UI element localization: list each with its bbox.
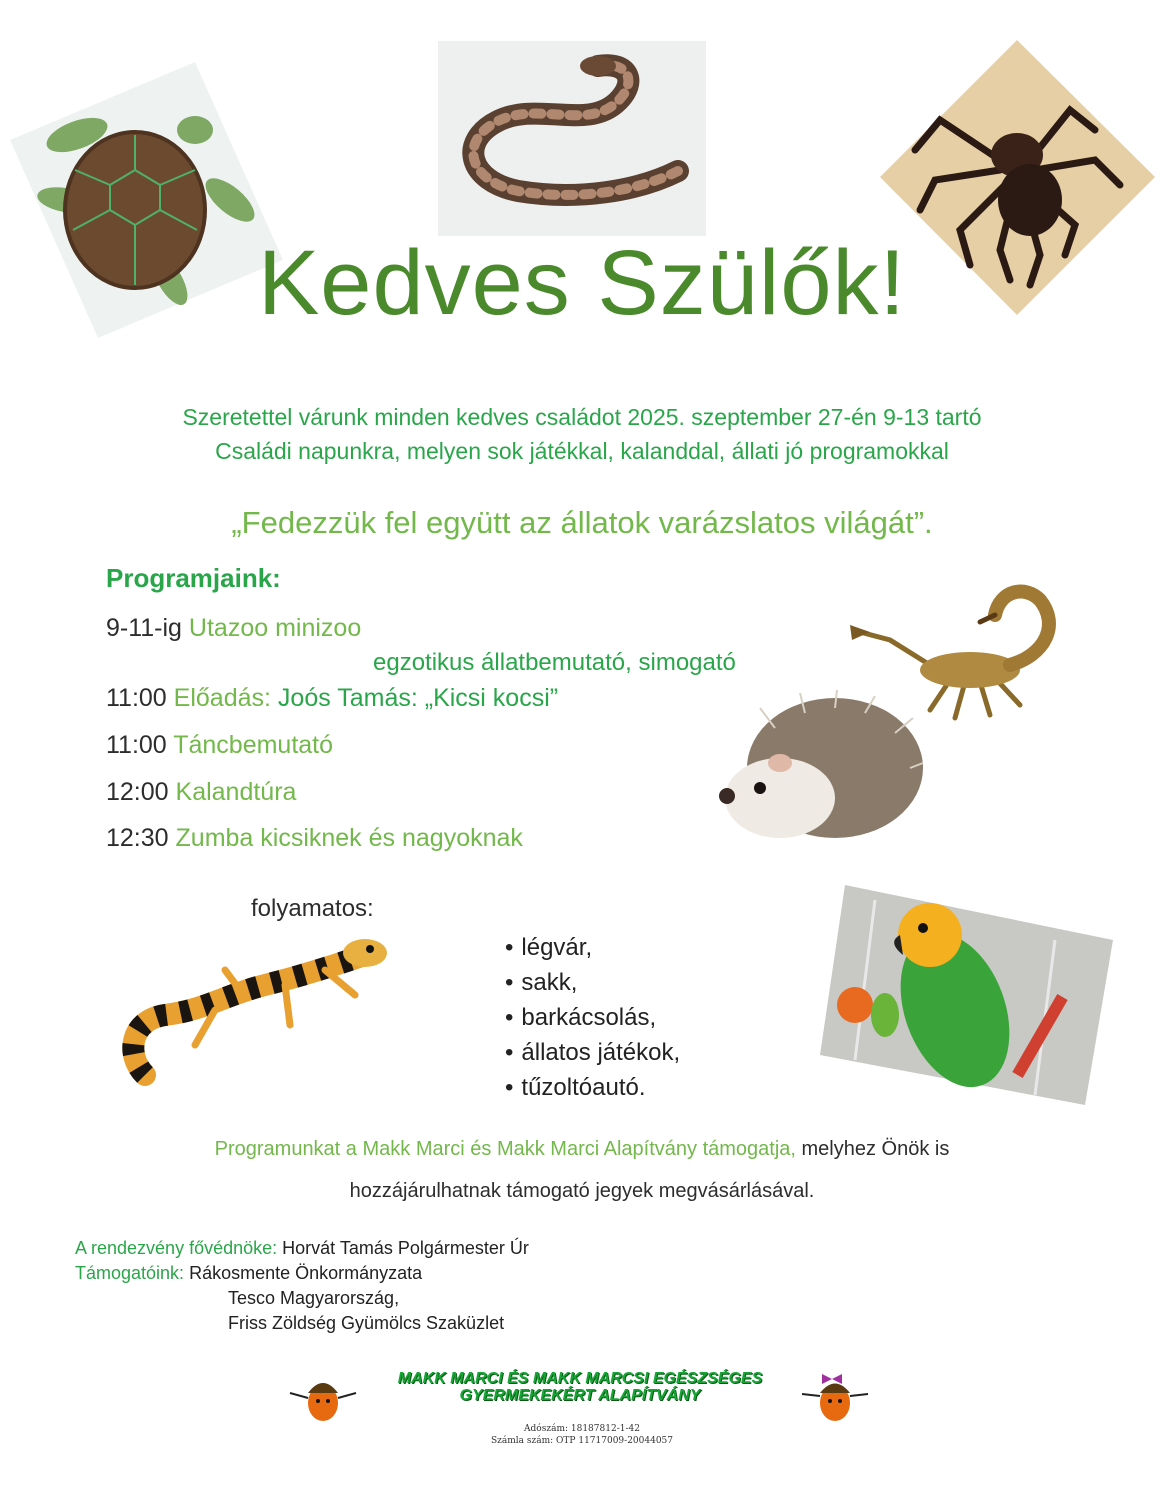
hedgehog-image: [715, 688, 925, 848]
parrot-image: [815, 880, 1115, 1110]
program-desc: Előadás:: [173, 684, 271, 712]
support-line-2: hozzájárulhatnak támogató jegyek megvásárlásával.: [349, 1180, 815, 1202]
support-line-1: [0, 1138, 1164, 1161]
list-item: • légvár,: [505, 930, 680, 965]
program-time: 11:00: [106, 684, 167, 712]
program-time: 9-11-ig: [106, 614, 182, 642]
program-item: [106, 683, 558, 713]
sponsor-item: Rákosmente Önkormányzata: [189, 1263, 423, 1283]
program-item: [106, 730, 333, 760]
support-part-2: melyhez Önök is: [801, 1138, 950, 1160]
patron-line: [75, 1236, 529, 1261]
ongoing-list: [505, 930, 680, 1105]
program-item: [106, 613, 361, 643]
program-time: 12:00: [106, 778, 169, 806]
intro-line-2: Családi napunkra, melyen sok játékkal, kalanddal, állati jó programokkal: [215, 438, 949, 464]
tax-number: Adószám: 18187812-1-42: [524, 1424, 640, 1434]
program-desc: Zumba kicsiknek és nagyoknak: [175, 824, 523, 852]
intro-line-1: Szeretettel várunk minden kedves családot 2025. szeptember 27-én 9-13 tartó: [182, 404, 982, 430]
program-item: [106, 823, 523, 853]
list-item: • állatos játékok,: [505, 1035, 680, 1070]
program-time: 11:00: [106, 731, 167, 759]
gecko-image: [115, 925, 415, 1095]
program-desc: Táncbemutató: [173, 731, 334, 759]
list-item: • tűzoltóautó.: [505, 1070, 680, 1105]
snake-image: [438, 41, 706, 236]
list-item: • sakk,: [505, 965, 680, 1000]
support-part-1: Programunkat a Makk Marci és Makk Marci Alapítvány támogatja,: [214, 1138, 796, 1160]
motto-quote: „Fedezzük fel együtt az állatok varázslatos világát”.: [231, 505, 933, 540]
logo-line-1: MAKK MARCI ÉS MAKK MARCSI EGÉSZSÉGES: [397, 1370, 763, 1387]
foundation-logo-text: [300, 1370, 860, 1404]
list-item: • barkácsolás,: [505, 1000, 680, 1035]
program-extra: Joós Tamás: „Kicsi kocsi”: [277, 684, 559, 712]
sponsor-item: Tesco Magyarország,: [228, 1288, 400, 1308]
program-time: 12:30: [106, 824, 169, 852]
page-title: Kedves Szülők!: [257, 232, 907, 334]
program-desc: Kalandtúra: [175, 778, 297, 806]
programs-heading: Programjaink:: [106, 563, 281, 593]
program-sub: egzotikus állatbemutató, simogató: [373, 649, 736, 676]
sponsors-label: Támogatóink:: [75, 1263, 185, 1283]
account-number: Számla szám: OTP 11717009-20044057: [490, 1436, 674, 1446]
logo-line-2: GYERMEKEKÉRT ALAPÍTVÁNY: [459, 1387, 701, 1404]
patron-name: Horvát Tamás Polgármester Úr: [282, 1238, 529, 1258]
ongoing-label: folyamatos:: [251, 895, 374, 922]
program-desc: Utazoo minizoo: [188, 614, 362, 642]
program-item: [106, 777, 296, 807]
patron-label: A rendezvény fővédnöke:: [75, 1238, 278, 1258]
sponsor-item: Friss Zöldség Gyümölcs Szaküzlet: [228, 1313, 505, 1333]
sponsors-line: [75, 1261, 422, 1286]
